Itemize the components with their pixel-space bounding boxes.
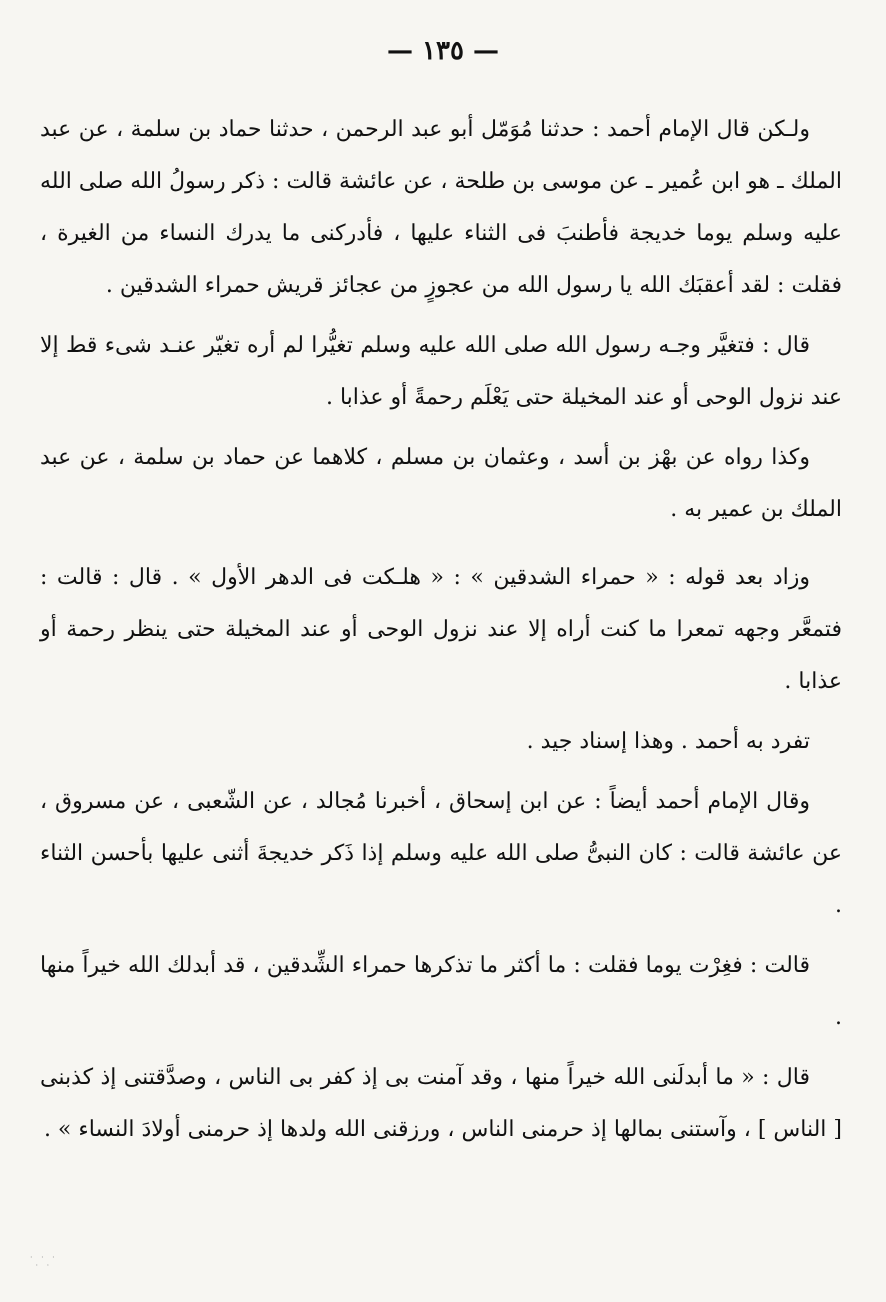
paragraph-2: قال : فتغيَّر وجـه رسول الله صلى الله عليه وسلم تغيُّرا لم أره تغيّر عنـد شىء قط إلا عند نزول الوحى أو عند المخيلة حتى يَعْلَم رحمةً أو عذابا .	[40, 333, 842, 410]
paper-specks: · · · · ·	[30, 1253, 58, 1270]
page-body	[40, 104, 842, 1156]
paragraph-3: وكذا رواه عن بهْز بن أسد ، وعثمان بن مسلم ، كلاهما عن حماد بن سلمة ، عن عبد الملك بن عمير به .	[40, 445, 842, 522]
paragraph-1: ولـكن قال الإمام أحمد : حدثنا مُوَمّل أبو عبد الرحمن ، حدثنا حماد بن سلمة ، عن عبد الملك ـ هو ابن عُمير ـ عن موسى بن طلحة ، عن عائشة قالت : ذكر رسولُ الله صلى الله عليه وسلم يوما خديجة فأطنبَ فى الثناء عليها ، فأدركنى ما يدرك النساء من الغيرة ، فقلت : لقد أعقبَك الله يا رسول الله من عجوزٍ من عجائز قريش حمراء الشدقين .	[40, 117, 842, 298]
paragraph-7: قالت : فغِرْت يوما فقلت : ما أكثر ما تذكرها حمراء الشِّدقين ، قد أبدلك الله خيراً منها .	[40, 953, 842, 1030]
paragraph-6: وقال الإمام أحمد أيضاً : عن ابن إسحاق ، أخبرنا مُجالد ، عن الشّعبى ، عن مسروق ، عن عائشة قالت : كان النبىُّ صلى الله عليه وسلم إذا ذَكر خديجةَ أثنى عليها بأحسن الثناء .	[40, 789, 842, 918]
paragraph-5: تفرد به أحمد . وهذا إسناد جيد .	[526, 729, 810, 754]
paragraph-8: قال : « ما أبدلَنى الله خيراً منها ، وقد آمنت بى إذ كفر بى الناس ، وصدَّقتنى إذ كذبنى [ الناس ] ، وآستنى بمالها إذ حرمنى الناس ، ورزقنى الله ولدها إذ حرمنى أولادَ النساء » .	[40, 1065, 842, 1142]
page-number: — ١٣٥ —	[386, 36, 500, 66]
paragraph-4: وزاد بعد قوله : « حمراء الشدقين » : « هلـكت فى الدهر الأول » . قال : قالت : فتمعَّر وجهه تمعرا ما كنت أراه إلا عند نزول الوحى أو عند المخيلة حتى ينظر رحمة أو عذابا .	[40, 565, 842, 694]
